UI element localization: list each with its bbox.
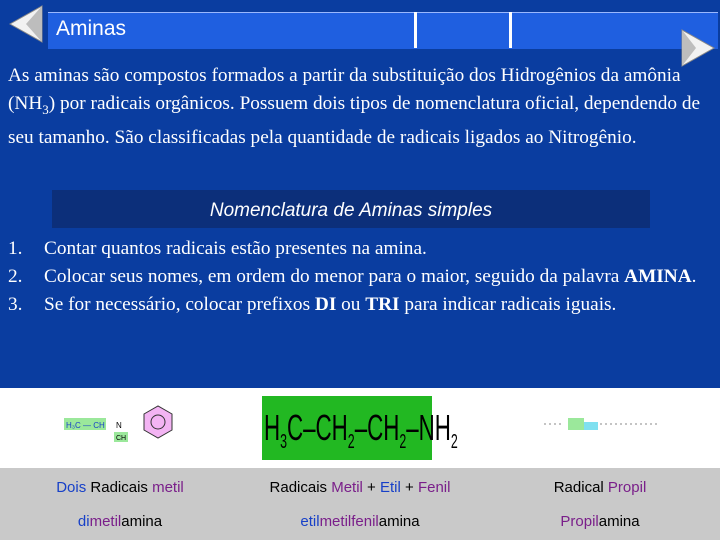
example-description [20, 479, 220, 496]
steps-list [8, 235, 714, 319]
example-text: Etil [380, 479, 401, 496]
example-text: metil [89, 513, 122, 530]
step-keyword: DI [314, 294, 337, 315]
list-item [8, 235, 714, 263]
step-number: 1. [8, 238, 23, 259]
example-text: metil [152, 479, 184, 496]
example-description [510, 479, 690, 496]
example-text: amina [598, 513, 640, 530]
formula-sub: 3 [280, 431, 288, 454]
example-text: metil [319, 513, 352, 530]
formula-text: CH [367, 407, 400, 448]
formula-text: H [264, 407, 281, 448]
list-item [8, 291, 714, 319]
formula-text: CH [315, 407, 348, 448]
example-name [510, 513, 690, 530]
step-text: Se for necessário, colocar prefixos [44, 294, 315, 315]
example-text: Propil [560, 513, 599, 530]
formula-sub: 2 [450, 431, 458, 454]
svg-text:CH: CH [116, 435, 127, 442]
step-text: para indicar radicais iguais. [399, 294, 617, 315]
section-title: Nomenclatura de Aminas simples [209, 200, 493, 221]
example-text: amina [378, 513, 420, 530]
example-text: etil [300, 513, 320, 530]
formula-sub: 2 [347, 431, 355, 454]
example-text: Metil [331, 479, 363, 496]
slide-title: Aminas [56, 17, 127, 40]
example-text: di [77, 513, 90, 530]
example-text: Radical [553, 479, 608, 496]
step-text: Contar quantos radicais estão presentes na amina. [44, 238, 427, 259]
step-text: ou [336, 294, 366, 315]
step-keyword: AMINA [624, 266, 692, 287]
svg-text:N: N [116, 421, 122, 430]
example-description [235, 479, 485, 496]
example-text: amina [121, 513, 163, 530]
step-number: 3. [8, 294, 23, 315]
dimetilamina-structure-image [60, 396, 190, 452]
example-text: fenil [351, 513, 379, 530]
propilamina-formula: $H_3C-CH_2-CH_2-NH_2$ [264, 407, 458, 454]
title-divider [414, 12, 417, 48]
example-text: Propil [607, 479, 647, 496]
formula-sub: 2 [399, 431, 407, 454]
example-text: + [400, 479, 418, 496]
example-text: Radicais [269, 479, 332, 496]
example-name [20, 513, 220, 530]
title-divider [509, 12, 512, 48]
step-keyword: TRI [365, 294, 400, 315]
etilmetilfenilamina-structure-image [540, 410, 670, 434]
list-item [8, 263, 714, 291]
intro-paragraph: As aminas são compostos formados a partir da substituição dos Hidrogênios da amônia $(NH_3)$ por radicais orgânicos. Possuem dois tipos de nomenclatura oficial, dependendo de seu tamanho. São classificadas pela quantidade de radicais ligados ao Nitrogênio. [8, 65, 701, 148]
example-text: Fenil [417, 479, 451, 496]
step-text: . [691, 266, 697, 287]
example-text: + [362, 479, 380, 496]
svg-text:H₃C — CH: H₃C — CH [66, 421, 105, 430]
formula-text: NH [418, 407, 451, 448]
step-text: Colocar seus nomes, em ordem do menor para o maior, seguido da palavra [44, 266, 625, 287]
example-text: Radicais [86, 479, 153, 496]
title-strip [48, 12, 718, 49]
example-text: Dois [56, 479, 87, 496]
formula-text: C [287, 407, 304, 448]
nav-back-icon[interactable] [6, 4, 46, 44]
step-number: 2. [8, 266, 23, 287]
example-name [235, 513, 485, 530]
